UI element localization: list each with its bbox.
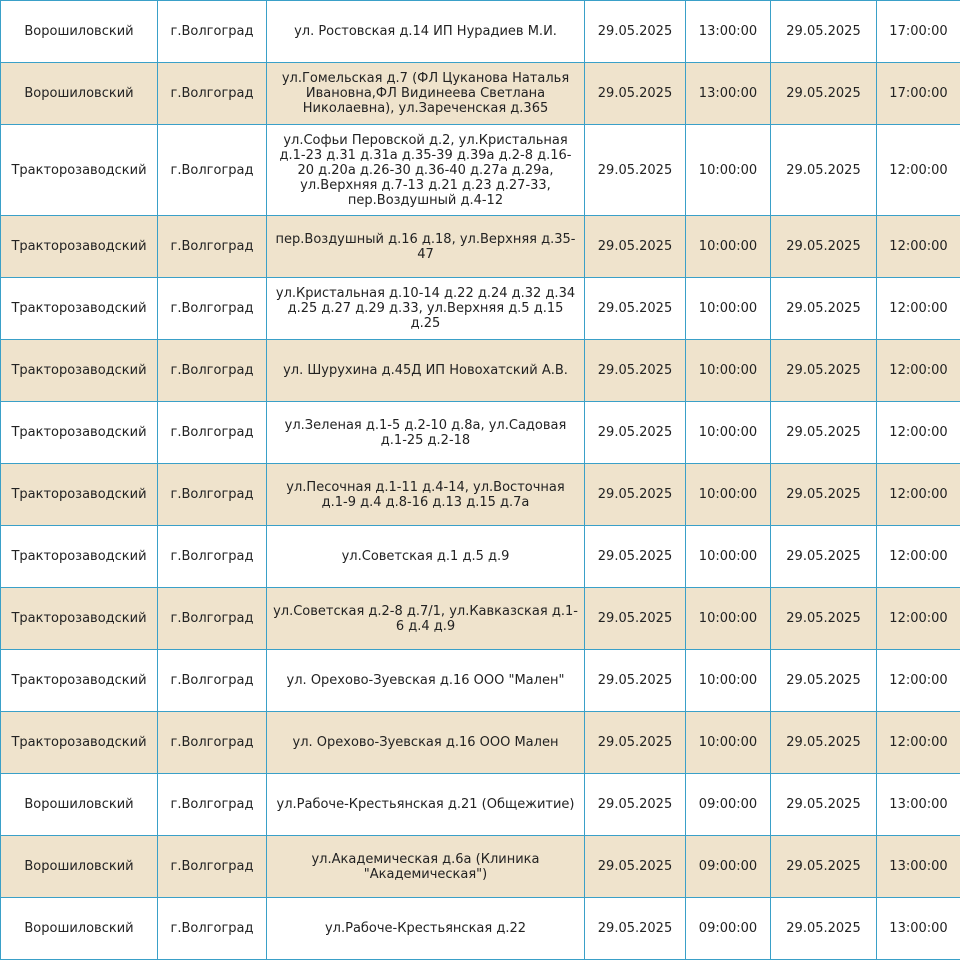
table-row [1,340,960,402]
district-cell: Тракторозаводский [1,216,158,278]
end-time-cell: 12:00:00 [877,125,960,216]
start-date-cell: 29.05.2025 [585,464,686,526]
address-cell: ул. Орехово-Зуевская д.16 ООО Мален [267,712,585,774]
address-cell: пер.Воздушный д.16 д.18, ул.Верхняя д.35-47 [267,216,585,278]
start-time-cell: 10:00:00 [686,278,771,340]
end-time-cell: 12:00:00 [877,526,960,588]
district-cell: Ворошиловский [1,836,158,898]
end-date-cell: 29.05.2025 [771,464,877,526]
end-time-cell: 12:00:00 [877,340,960,402]
table-row [1,774,960,836]
city-cell: г.Волгоград [158,402,267,464]
end-time-cell: 12:00:00 [877,650,960,712]
table-row [1,898,960,960]
end-date-cell: 29.05.2025 [771,278,877,340]
start-date-cell: 29.05.2025 [585,774,686,836]
start-time-cell: 10:00:00 [686,125,771,216]
address-cell: ул.Кристальная д.10-14 д.22 д.24 д.32 д.34 д.25 д.27 д.29 д.33, ул.Верхняя д.5 д.15 д.25 [267,278,585,340]
table-row [1,836,960,898]
end-date-cell: 29.05.2025 [771,1,877,63]
city-cell: г.Волгоград [158,340,267,402]
city-cell: г.Волгоград [158,526,267,588]
start-date-cell: 29.05.2025 [585,526,686,588]
address-cell: ул. Шурухина д.45Д ИП Новохатский А.В. [267,340,585,402]
end-date-cell: 29.05.2025 [771,402,877,464]
end-time-cell: 12:00:00 [877,216,960,278]
table-row [1,125,960,216]
table-row [1,63,960,125]
end-date-cell: 29.05.2025 [771,63,877,125]
start-date-cell: 29.05.2025 [585,1,686,63]
start-date-cell: 29.05.2025 [585,588,686,650]
end-time-cell: 13:00:00 [877,898,960,960]
end-time-cell: 12:00:00 [877,278,960,340]
city-cell: г.Волгоград [158,125,267,216]
address-cell: ул.Песочная д.1-11 д.4-14, ул.Восточная д.1-9 д.4 д.8-16 д.13 д.15 д.7а [267,464,585,526]
start-date-cell: 29.05.2025 [585,898,686,960]
district-cell: Тракторозаводский [1,278,158,340]
end-date-cell: 29.05.2025 [771,526,877,588]
city-cell: г.Волгоград [158,216,267,278]
city-cell: г.Волгоград [158,650,267,712]
start-time-cell: 10:00:00 [686,588,771,650]
start-date-cell: 29.05.2025 [585,63,686,125]
city-cell: г.Волгоград [158,464,267,526]
address-cell: ул.Софьи Перовской д.2, ул.Кристальная д.1-23 д.31 д.31а д.35-39 д.39а д.2-8 д.16-20 д.20а д.26-30 д.36-40 д.27а д.29а, ул.Верхняя д.7-13 д.21 д.23 д.27-33, пер.Воздушный д.4-12 [267,125,585,216]
end-time-cell: 12:00:00 [877,402,960,464]
start-time-cell: 10:00:00 [686,402,771,464]
city-cell: г.Волгоград [158,774,267,836]
district-cell: Ворошиловский [1,63,158,125]
start-time-cell: 09:00:00 [686,898,771,960]
table-row [1,402,960,464]
start-date-cell: 29.05.2025 [585,340,686,402]
district-cell: Тракторозаводский [1,402,158,464]
end-date-cell: 29.05.2025 [771,216,877,278]
district-cell: Ворошиловский [1,898,158,960]
start-time-cell: 09:00:00 [686,836,771,898]
start-time-cell: 10:00:00 [686,712,771,774]
start-time-cell: 10:00:00 [686,464,771,526]
start-date-cell: 29.05.2025 [585,836,686,898]
district-cell: Тракторозаводский [1,464,158,526]
end-date-cell: 29.05.2025 [771,588,877,650]
start-date-cell: 29.05.2025 [585,402,686,464]
start-time-cell: 10:00:00 [686,216,771,278]
end-date-cell: 29.05.2025 [771,836,877,898]
start-time-cell: 13:00:00 [686,63,771,125]
table-row [1,464,960,526]
start-time-cell: 09:00:00 [686,774,771,836]
table-row [1,526,960,588]
end-date-cell: 29.05.2025 [771,650,877,712]
city-cell: г.Волгоград [158,836,267,898]
start-date-cell: 29.05.2025 [585,650,686,712]
end-time-cell: 12:00:00 [877,712,960,774]
address-cell: ул.Академическая д.6а (Клиника "Академическая") [267,836,585,898]
address-cell: ул.Советская д.2-8 д.7/1, ул.Кавказская д.1-6 д.4 д.9 [267,588,585,650]
district-cell: Тракторозаводский [1,526,158,588]
address-cell: ул. Орехово-Зуевская д.16 ООО "Мален" [267,650,585,712]
end-time-cell: 17:00:00 [877,63,960,125]
end-time-cell: 12:00:00 [877,588,960,650]
city-cell: г.Волгоград [158,1,267,63]
table-row [1,278,960,340]
address-cell: ул.Рабоче-Крестьянская д.21 (Общежитие) [267,774,585,836]
district-cell: Тракторозаводский [1,712,158,774]
district-cell: Ворошиловский [1,1,158,63]
address-cell: ул.Рабоче-Крестьянская д.22 [267,898,585,960]
table-row [1,712,960,774]
city-cell: г.Волгоград [158,898,267,960]
address-cell: ул. Ростовская д.14 ИП Нурадиев М.И. [267,1,585,63]
end-date-cell: 29.05.2025 [771,712,877,774]
address-cell: ул.Гомельская д.7 (ФЛ Цуканова Наталья Ивановна,ФЛ Видинеева Светлана Николаевна), ул.Зареченская д.365 [267,63,585,125]
district-cell: Тракторозаводский [1,340,158,402]
end-date-cell: 29.05.2025 [771,340,877,402]
city-cell: г.Волгоград [158,588,267,650]
district-cell: Тракторозаводский [1,650,158,712]
start-time-cell: 10:00:00 [686,526,771,588]
table-body [1,1,960,960]
table-row [1,1,960,63]
table-row [1,216,960,278]
table-row [1,650,960,712]
district-cell: Ворошиловский [1,774,158,836]
start-time-cell: 10:00:00 [686,340,771,402]
address-cell: ул.Зеленая д.1-5 д.2-10 д.8а, ул.Садовая д.1-25 д.2-18 [267,402,585,464]
city-cell: г.Волгоград [158,63,267,125]
end-time-cell: 13:00:00 [877,836,960,898]
address-cell: ул.Советская д.1 д.5 д.9 [267,526,585,588]
start-date-cell: 29.05.2025 [585,278,686,340]
end-time-cell: 13:00:00 [877,774,960,836]
start-date-cell: 29.05.2025 [585,125,686,216]
start-time-cell: 10:00:00 [686,650,771,712]
city-cell: г.Волгоград [158,712,267,774]
end-date-cell: 29.05.2025 [771,125,877,216]
table-row [1,588,960,650]
end-date-cell: 29.05.2025 [771,774,877,836]
start-date-cell: 29.05.2025 [585,712,686,774]
start-date-cell: 29.05.2025 [585,216,686,278]
end-time-cell: 17:00:00 [877,1,960,63]
end-date-cell: 29.05.2025 [771,898,877,960]
end-time-cell: 12:00:00 [877,464,960,526]
district-cell: Тракторозаводский [1,588,158,650]
district-cell: Тракторозаводский [1,125,158,216]
city-cell: г.Волгоград [158,278,267,340]
start-time-cell: 13:00:00 [686,1,771,63]
